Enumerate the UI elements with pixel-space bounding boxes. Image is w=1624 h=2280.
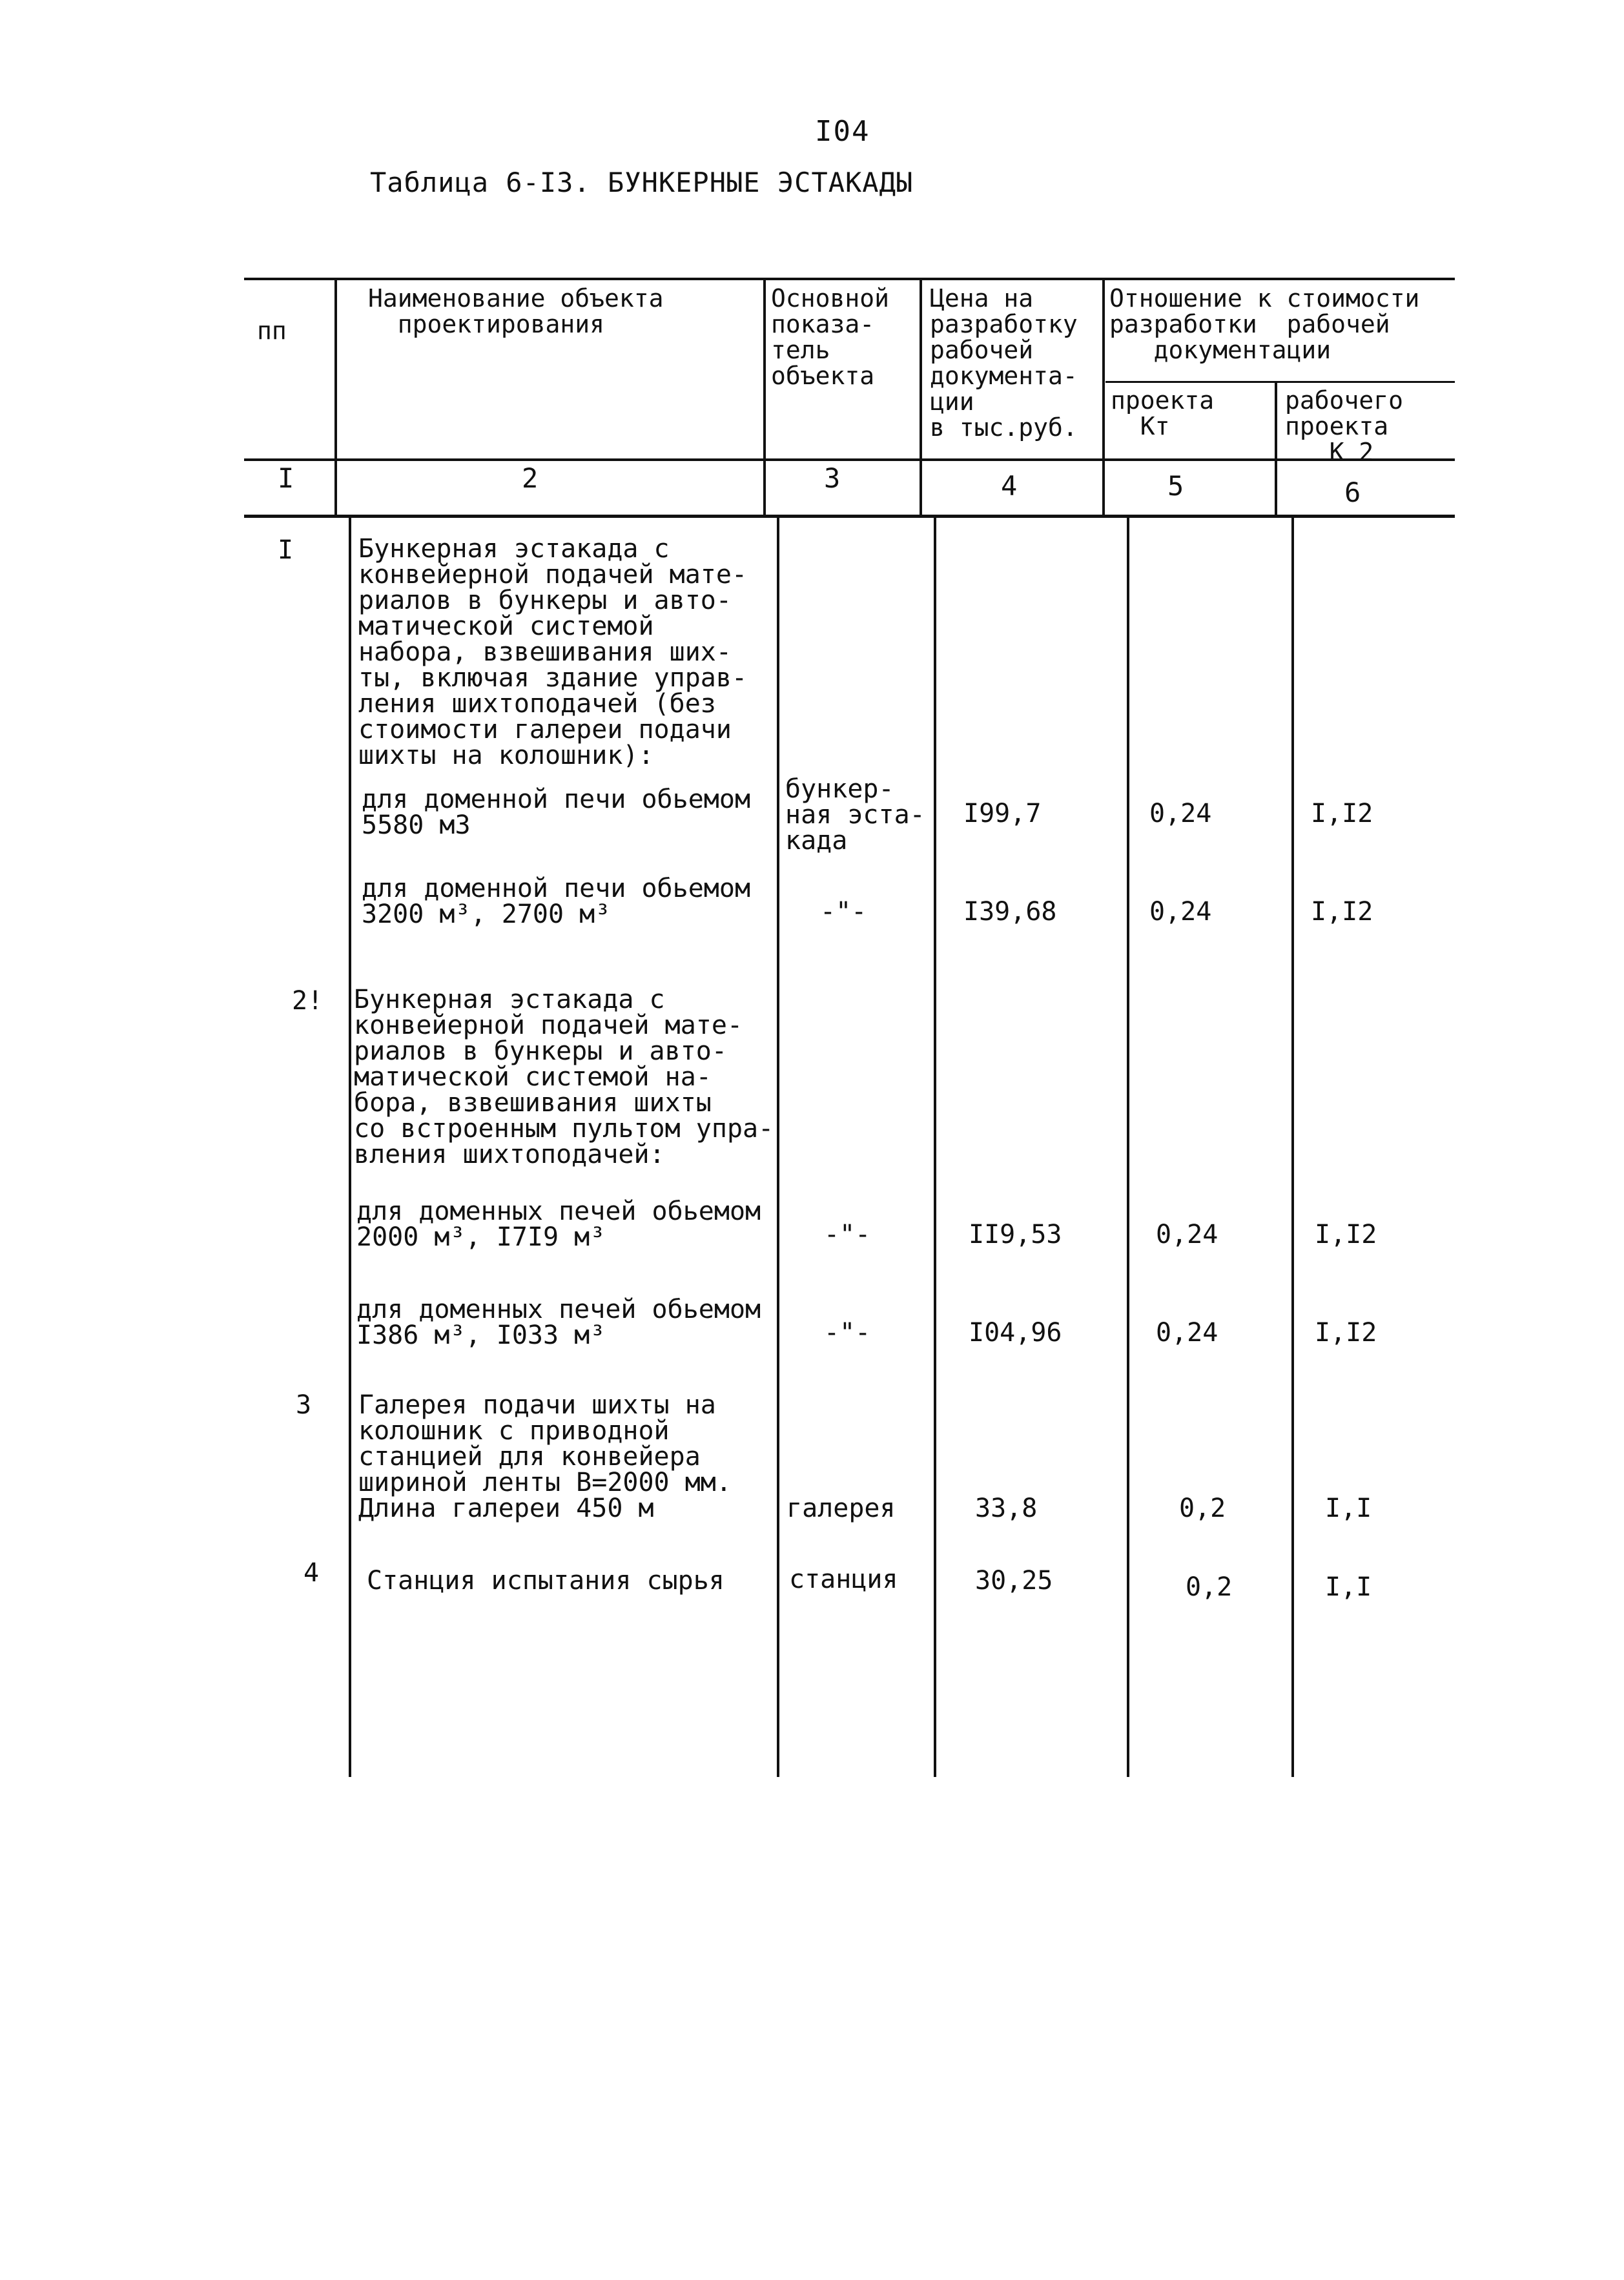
vrule-body-2	[777, 518, 779, 1777]
row-ratio-project: 0,24	[1149, 799, 1212, 828]
rule-top	[244, 278, 1455, 280]
row-ratio-project: 0,2	[1179, 1494, 1226, 1523]
row-price: 30,25	[975, 1566, 1053, 1596]
row-ratio-working: I,I2	[1315, 1318, 1377, 1348]
row-name: Бункерная эстакада с конвейерной подачей мате- риалов в бункеры и авто- матической системой на- бора, взвешивания шихты со встроенным пультом упра- вления шихтоподачей:	[354, 985, 774, 1169]
row-name: Станция испытания сырья	[367, 1566, 725, 1596]
row-ratio-project: 0,2	[1186, 1572, 1233, 1602]
header-col-project: проекта Кт	[1111, 386, 1215, 440]
row-ratio-project: 0,24	[1156, 1318, 1218, 1348]
colnum-6: 6	[1344, 477, 1361, 508]
header-col-price: Цена на разработку рабочей документа- ции в тыс.руб.	[930, 284, 1078, 442]
row-name: Галерея подачи шихты на колошник с приводной станцией для конвейера шириной ленты B=2000 мм. Длина галереи 450 м	[358, 1390, 732, 1523]
page-number: I04	[815, 115, 870, 148]
row-ratio-project: 0,24	[1156, 1220, 1218, 1249]
row-number: 2!	[292, 986, 324, 1016]
colnum-4: 4	[1001, 470, 1018, 502]
row-name: для доменной печи обьемом 5580 м3	[362, 785, 751, 840]
vrule-body-5	[1291, 518, 1294, 1777]
row-price: I39,68	[963, 897, 1057, 927]
row-name: для доменных печей обьемом 2000 м³, I7I9 м³	[356, 1196, 761, 1252]
vrule-3	[920, 278, 922, 518]
header-col-name: Наименование объекта проектирования	[368, 284, 664, 338]
vrule-4	[1102, 278, 1105, 518]
row-indicator: -"-	[820, 897, 867, 927]
row-indicator: -"-	[824, 1318, 871, 1348]
row-name: для доменной печи обьемом 3200 м³, 2700 м³	[362, 874, 751, 929]
row-ratio-working: I,I	[1325, 1572, 1372, 1602]
row-ratio-working: I,I2	[1315, 1220, 1377, 1249]
row-name: для доменных печей обьемом I386 м³, I033 м³	[356, 1295, 761, 1350]
vrule-body-1	[349, 518, 351, 1777]
row-indicator: галерея	[786, 1494, 896, 1523]
header-col-num: пп	[257, 316, 287, 345]
vrule-body-3	[934, 518, 936, 1777]
vrule-body-4	[1127, 518, 1129, 1777]
row-indicator: станция	[789, 1565, 898, 1594]
colnum-3: 3	[824, 462, 841, 494]
colnum-1: I	[278, 462, 294, 494]
row-number: I	[278, 535, 294, 565]
vrule-1	[334, 278, 337, 518]
row-price: I99,7	[963, 799, 1042, 828]
header-col-ratio-group: Отношение к стоимости разработки рабочей документации	[1109, 284, 1420, 364]
rule-colnum-bottom	[244, 515, 1455, 518]
colnum-2: 2	[522, 462, 539, 494]
table-caption: Таблица 6-I3. БУНКЕРНЫЕ ЭСТАКАДЫ	[370, 167, 914, 198]
row-ratio-working: I,I2	[1311, 897, 1373, 927]
vrule-2	[763, 278, 766, 518]
header-col-indicator: Основной показа- тель объекта	[771, 284, 890, 390]
colnum-5: 5	[1167, 470, 1184, 502]
row-ratio-working: I,I2	[1311, 799, 1373, 828]
row-indicator: -"-	[824, 1220, 871, 1249]
vrule-5	[1275, 381, 1277, 518]
rule-subheader	[1105, 381, 1455, 383]
row-ratio-working: I,I	[1325, 1494, 1372, 1523]
row-price: 33,8	[975, 1494, 1038, 1523]
rule-header-bottom	[244, 458, 1455, 461]
row-number: 3	[296, 1390, 312, 1420]
row-name: Бункерная эстакада с конвейерной подачей мате- риалов в бункеры и авто- матической системой набора, взвешивания ших- ты, включая здание управ- ления шихтоподачей (без стоимости галереи подачи шихты на колошник):	[358, 534, 748, 770]
row-price: II9,53	[969, 1220, 1062, 1249]
row-price: I04,96	[969, 1318, 1062, 1348]
row-indicator: бункер- ная эста- када	[785, 774, 925, 856]
row-number: 4	[303, 1558, 320, 1588]
header-col-working-project: рабочего проекта К 2	[1285, 386, 1404, 466]
row-ratio-project: 0,24	[1149, 897, 1212, 927]
